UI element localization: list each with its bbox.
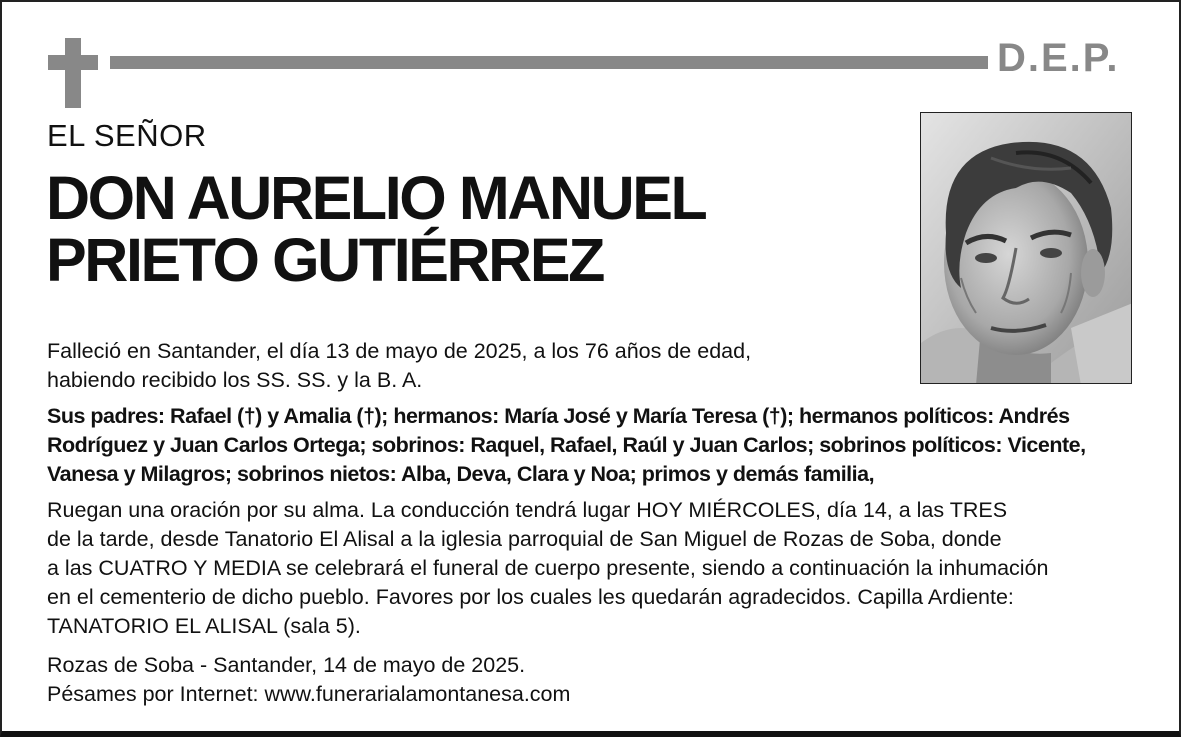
- family-line-2: Rodríguez y Juan Carlos Ortega; sobrinos: Raquel, Rafael, Raúl y Juan Carlos; sobrinos políticos: Vicente,: [47, 433, 1086, 457]
- dep-label: D.E.P.: [997, 36, 1120, 80]
- death-notice-line-2: habiendo recibido los SS. SS. y la B. A.: [47, 368, 423, 392]
- footer: [47, 651, 570, 709]
- service-line-4: en el cementerio de dicho pueblo. Favores por los cuales les quedarán agradecidos. Capilla Ardiente:: [47, 585, 1014, 609]
- family-line-3: Vanesa y Milagros; sobrinos nietos: Alba, Deva, Clara y Noa; primos y demás familia,: [47, 462, 875, 486]
- death-notice: [47, 337, 751, 395]
- service-line-3: a las CUATRO Y MEDIA se celebrará el funeral de cuerpo presente, siendo a continuación la inhumación: [47, 556, 1049, 580]
- service-line-2: de la tarde, desde Tanatorio El Alisal a la iglesia parroquial de San Miguel de Rozas de Soba, donde: [47, 527, 1002, 551]
- deceased-name-line-2: PRIETO GUTIÉRREZ: [46, 226, 603, 294]
- service-line-1: Ruegan una oración por su alma. La conducción tendrá lugar HOY MIÉRCOLES, día 14, a las TRES: [47, 498, 1008, 522]
- service-line-5: TANATORIO EL ALISAL (sala 5).: [47, 614, 361, 638]
- family-line-1: Sus padres: Rafael (†) y Amalia (†); hermanos: María José y María Teresa (†); hermanos políticos: Andrés: [47, 404, 1070, 428]
- condolences-website: Pésames por Internet: www.funerarialamontanesa.com: [47, 682, 571, 706]
- honorific: EL SEÑOR: [47, 118, 207, 153]
- death-notice-line-1: Falleció en Santander, el día 13 de mayo de 2025, a los 76 años de edad,: [47, 339, 752, 363]
- portrait-photo: [920, 112, 1132, 384]
- header-rule: [110, 56, 988, 69]
- deceased-name-line-1: DON AURELIO MANUEL: [46, 164, 706, 232]
- family-list: [47, 402, 1086, 489]
- service-details: [47, 496, 1049, 641]
- place-date: Rozas de Soba - Santander, 14 de mayo de 2025.: [47, 653, 526, 677]
- deceased-name: [46, 164, 896, 294]
- cross-icon: [48, 38, 98, 108]
